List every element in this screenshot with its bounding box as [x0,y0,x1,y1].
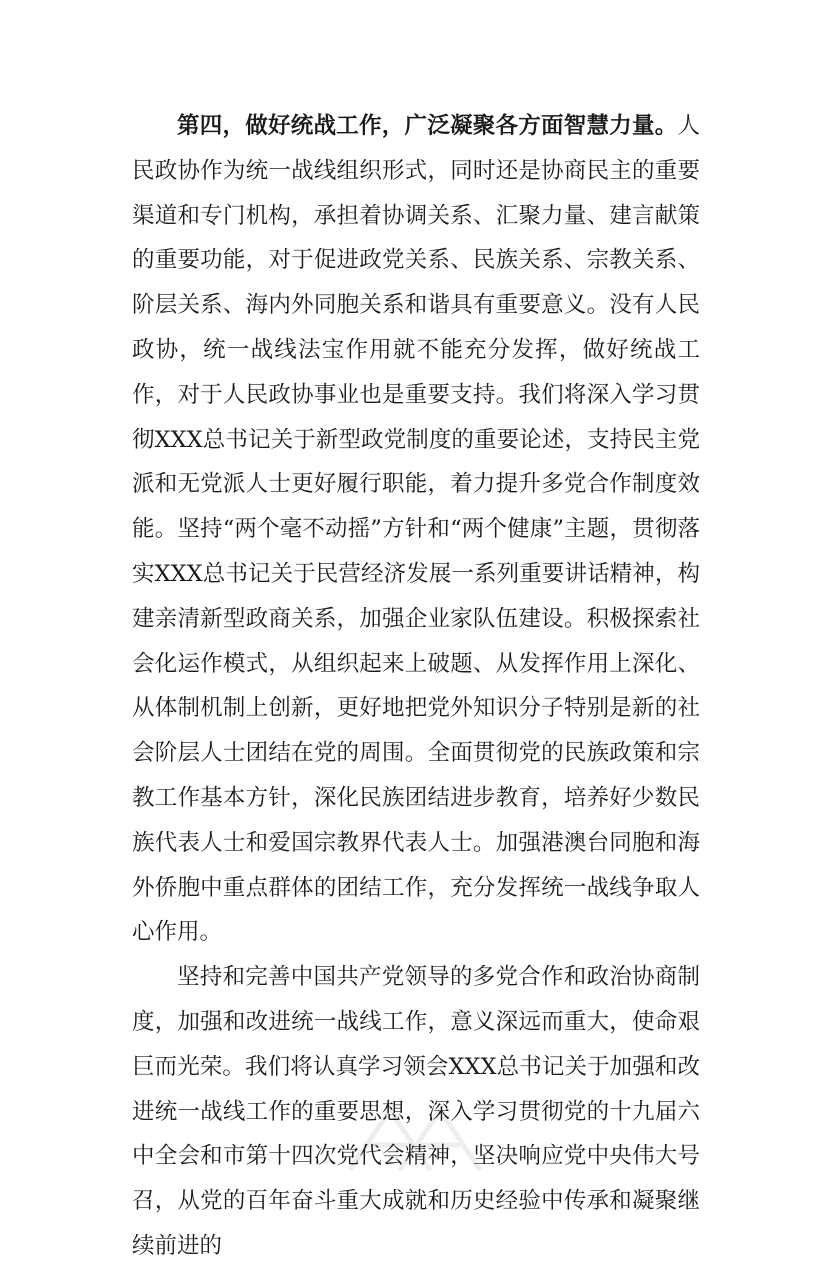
paragraph-2-body: 坚持和完善中国共产党领导的多党合作和政治协商制度，加强和改进统一战线工作，意义深远而重大，使命艰巨而光荣。我们将认真学习领会XXX总书记关于加强和改进统一战线工作的重要思想，深入学习贯彻党的十九届六中全会和市第十四次党代会精神，坚决响应党中央伟大号召，从党的百年奋斗重大成就和历史经验中传承和凝聚继续前进的 [132,964,700,1259]
paragraph-1 [132,104,700,955]
document-body [132,104,700,1269]
paragraph-2 [132,955,700,1269]
paragraph-1-body: 人民政协作为统一战线组织形式，同时还是协商民主的重要渠道和专门机构，承担着协调关系、汇聚力量、建言献策的重要功能，对于促进政党关系、民族关系、宗教关系、阶层关系、海内外同胞关系和谐具有重要意义。没有人民政协，统一战线法宝作用就不能充分发挥，做好统战工作，对于人民政协事业也是重要支持。我们将深入学习贯彻XXX总书记关于新型政党制度的重要论述，支持民主党派和无党派人士更好履行职能，着力提升多党合作制度效能。坚持“两个毫不动摇”方针和“两个健康”主题，贯彻落实XXX总书记关于民营经济发展一系列重要讲话精神，构建亲清新型政商关系，加强企业家队伍建设。积极探索社会化运作模式，从组织起来上破题、从发挥作用上深化、从体制机制上创新，更好地把党外知识分子特别是新的社会阶层人士团结在党的周围。全面贯彻党的民族政策和宗教工作基本方针，深化民族团结进步教育，培养好少数民族代表人士和爱国宗教界代表人士。加强港澳台同胞和海外侨胞中重点群体的团结工作，充分发挥统一战线争取人心作用。 [132,113,700,946]
paragraph-1-lead-sentence: 第四，做好统战工作，广泛凝聚各方面智慧力量。 [177,113,678,139]
